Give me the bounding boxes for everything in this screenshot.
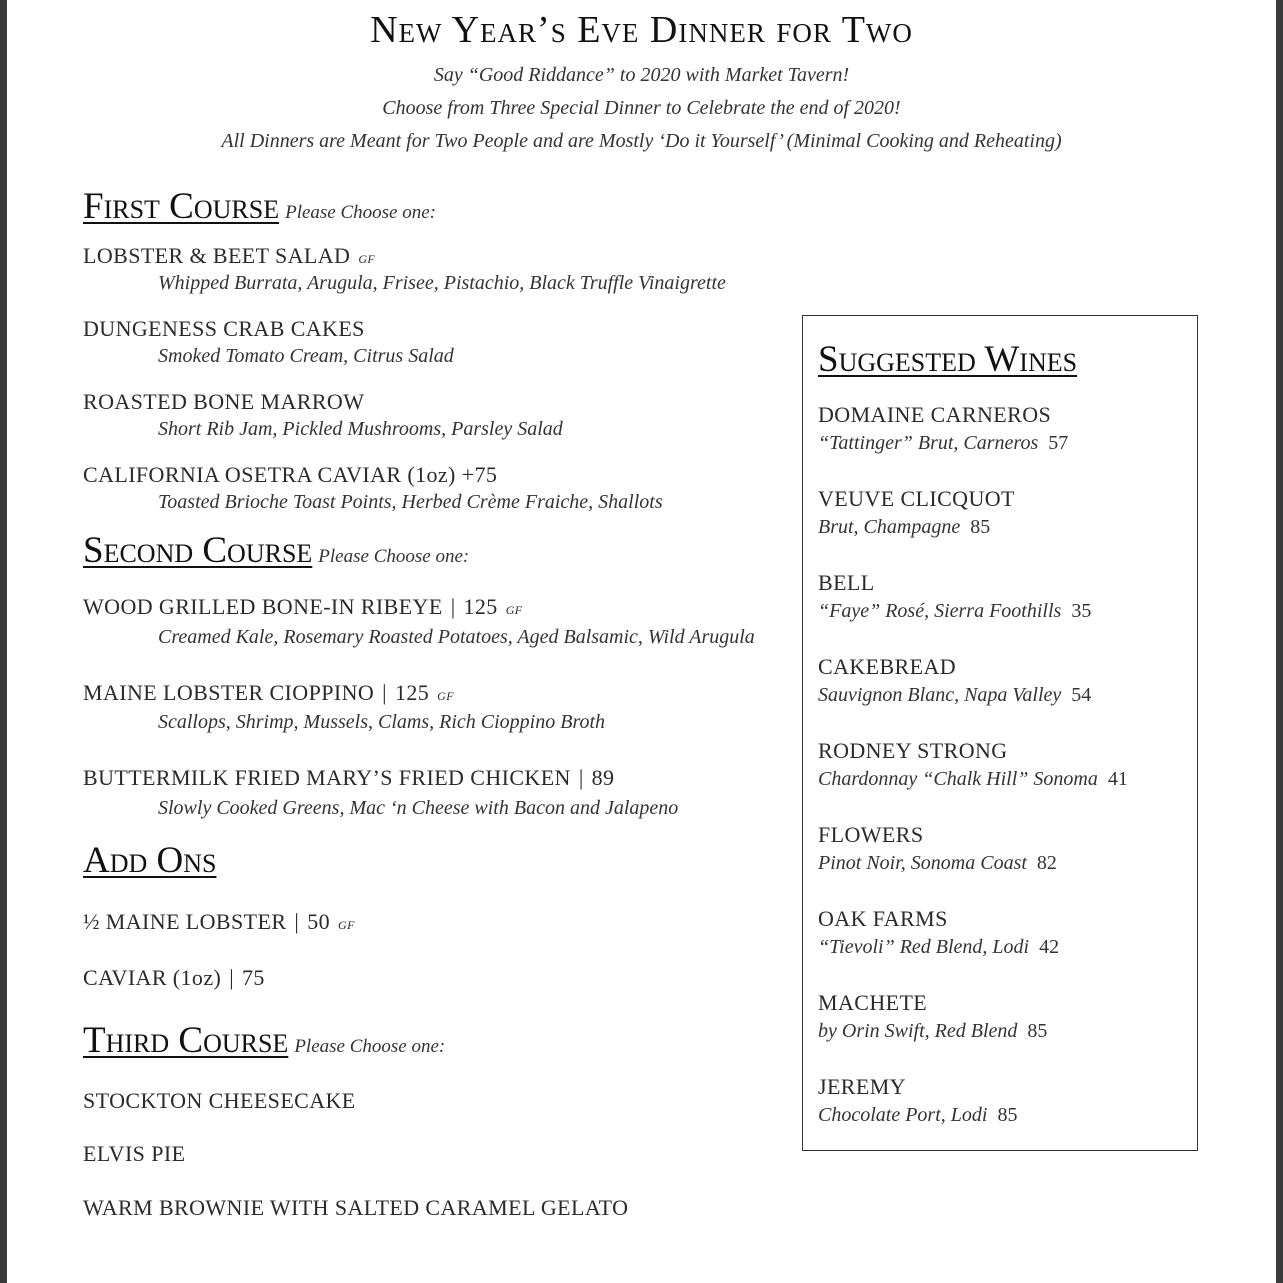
item-price: 75 <box>242 965 265 990</box>
item-name: ROASTED BONE MARROW <box>83 389 365 414</box>
first-course-section <box>83 185 436 228</box>
item-name: WOOD GRILLED BONE-IN RIBEYE <box>83 594 443 619</box>
wine-desc-text: Pinot Noir, Sonoma Coast <box>818 852 1027 874</box>
wine-description <box>818 684 1091 707</box>
wine-description <box>818 768 1128 791</box>
item-description: Creamed Kale, Rosemary Roasted Potatoes, Aged Balsamic, Wild Arugula <box>158 626 755 648</box>
separator: | <box>450 594 456 619</box>
menu-item <box>83 965 265 991</box>
wine-desc-text: “Tattinger” Brut, Carneros <box>818 432 1039 454</box>
wine-price: 54 <box>1071 684 1092 706</box>
wine-price: 42 <box>1039 936 1060 958</box>
third-course-note: Please Choose one: <box>294 1036 446 1057</box>
wine-name: DOMAINE CARNEROS <box>818 402 1052 427</box>
menu-item <box>83 765 614 791</box>
gf-tag: GF <box>505 603 523 617</box>
gf-tag: GF <box>358 252 376 266</box>
wine-price: 57 <box>1048 432 1069 454</box>
add-ons-heading: Add Ons <box>83 840 217 881</box>
wine-name: MACHETE <box>818 990 928 1015</box>
wine-price: 41 <box>1107 768 1128 790</box>
wine-desc-text: by Orin Swift, Red Blend <box>818 1020 1018 1042</box>
item-description: Whipped Burrata, Arugula, Frisee, Pistachio, Black Truffle Vinaigrette <box>158 272 726 294</box>
intro-line-3: All Dinners are Meant for Two People and are Mostly ‘Do it Yourself’ (Minimal Cooking and Reheating) <box>221 130 1062 152</box>
dessert-item: STOCKTON CHEESECAKE <box>83 1088 356 1113</box>
menu-item <box>83 680 454 706</box>
wine-desc-text: Brut, Champagne <box>818 516 961 538</box>
item-name: BUTTERMILK FRIED MARY’S FRIED CHICKEN <box>83 765 571 790</box>
menu-item <box>83 316 365 342</box>
wine-description <box>818 1020 1047 1043</box>
wine-price: 85 <box>970 516 991 538</box>
wine-name: RODNEY STRONG <box>818 738 1008 763</box>
second-course-heading: Second Course <box>83 530 313 571</box>
item-price: 89 <box>591 765 615 790</box>
second-course-note: Please Choose one: <box>318 546 470 567</box>
wine-name: VEUVE CLICQUOT <box>818 486 1015 511</box>
gf-tag: GF <box>437 689 454 703</box>
wine-desc-text: “Faye” Rosé, Sierra Foothills <box>818 600 1062 622</box>
item-description: Toasted Brioche Toast Points, Herbed Crème Fraiche, Shallots <box>158 491 663 513</box>
wine-name: OAK FARMS <box>818 906 948 931</box>
wine-desc-text: Sauvignon Blanc, Napa Valley <box>818 684 1062 706</box>
item-price: 125 <box>463 594 498 619</box>
item-name: CAVIAR (1oz) <box>83 965 222 990</box>
item-name: CALIFORNIA OSETRA CAVIAR (1oz) +75 <box>83 462 498 487</box>
item-name: MAINE LOBSTER CIOPPINO <box>83 680 375 705</box>
menu-item <box>83 462 497 488</box>
wine-desc-text: “Tievoli” Red Blend, Lodi <box>818 936 1030 958</box>
wine-name: JEREMY <box>818 1074 906 1099</box>
item-price: 50 <box>307 909 331 934</box>
wine-description <box>818 516 990 539</box>
wine-name: CAKEBREAD <box>818 654 957 679</box>
wine-price: 85 <box>997 1104 1018 1126</box>
wine-price: 82 <box>1036 852 1057 874</box>
item-description: Smoked Tomato Cream, Citrus Salad <box>158 345 454 367</box>
item-name: LOBSTER & BEET SALAD <box>83 243 351 268</box>
wine-description <box>818 600 1091 623</box>
menu-item <box>83 389 364 415</box>
gf-tag: GF <box>338 918 355 932</box>
item-description: Short Rib Jam, Pickled Mushrooms, Parsley Salad <box>158 418 563 440</box>
wine-description <box>818 1104 1017 1127</box>
separator: | <box>382 680 387 705</box>
second-course-section <box>83 529 469 572</box>
menu-item <box>83 243 375 269</box>
add-ons-section <box>83 839 216 882</box>
wine-description <box>818 432 1068 455</box>
separator: | <box>229 965 235 990</box>
first-course-note: Please Choose one: <box>285 202 436 223</box>
first-course-heading: First Course <box>83 186 280 227</box>
separator: | <box>578 765 584 790</box>
dessert-item: WARM BROWNIE WITH SALTED CARAMEL GELATO <box>83 1195 629 1220</box>
menu-item <box>83 909 355 935</box>
wine-description <box>818 852 1057 875</box>
wines-heading: Suggested Wines <box>818 339 1078 380</box>
wine-name: BELL <box>818 570 875 595</box>
intro-line-1: Say “Good Riddance” to 2020 with Market Tavern! <box>433 64 850 86</box>
wine-price: 35 <box>1071 600 1092 622</box>
wine-name: FLOWERS <box>818 822 924 847</box>
item-description: Scallops, Shrimp, Mussels, Clams, Rich Cioppino Broth <box>158 711 606 733</box>
menu-title: New Year’s Eve Dinner for Two <box>370 9 913 51</box>
wine-desc-text: Chardonnay “Chalk Hill” Sonoma <box>818 768 1098 790</box>
dessert-item: ELVIS PIE <box>83 1141 186 1166</box>
item-description: Slowly Cooked Greens, Mac ‘n Cheese with Bacon and Jalapeno <box>158 797 679 819</box>
menu-item <box>83 594 523 620</box>
intro-line-2: Choose from Three Special Dinner to Celebrate the end of 2020! <box>382 97 901 119</box>
wine-price: 85 <box>1027 1020 1048 1042</box>
separator: | <box>294 909 300 934</box>
right-border <box>1276 0 1283 1283</box>
wine-desc-text: Chocolate Port, Lodi <box>818 1104 988 1126</box>
item-price: 125 <box>394 680 430 705</box>
item-name: ½ MAINE LOBSTER <box>83 909 287 934</box>
wine-description <box>818 936 1059 959</box>
third-course-heading: Third Course <box>83 1020 289 1061</box>
item-name: DUNGENESS CRAB CAKES <box>83 316 365 341</box>
third-course-section <box>83 1019 445 1062</box>
left-border <box>0 0 7 1283</box>
